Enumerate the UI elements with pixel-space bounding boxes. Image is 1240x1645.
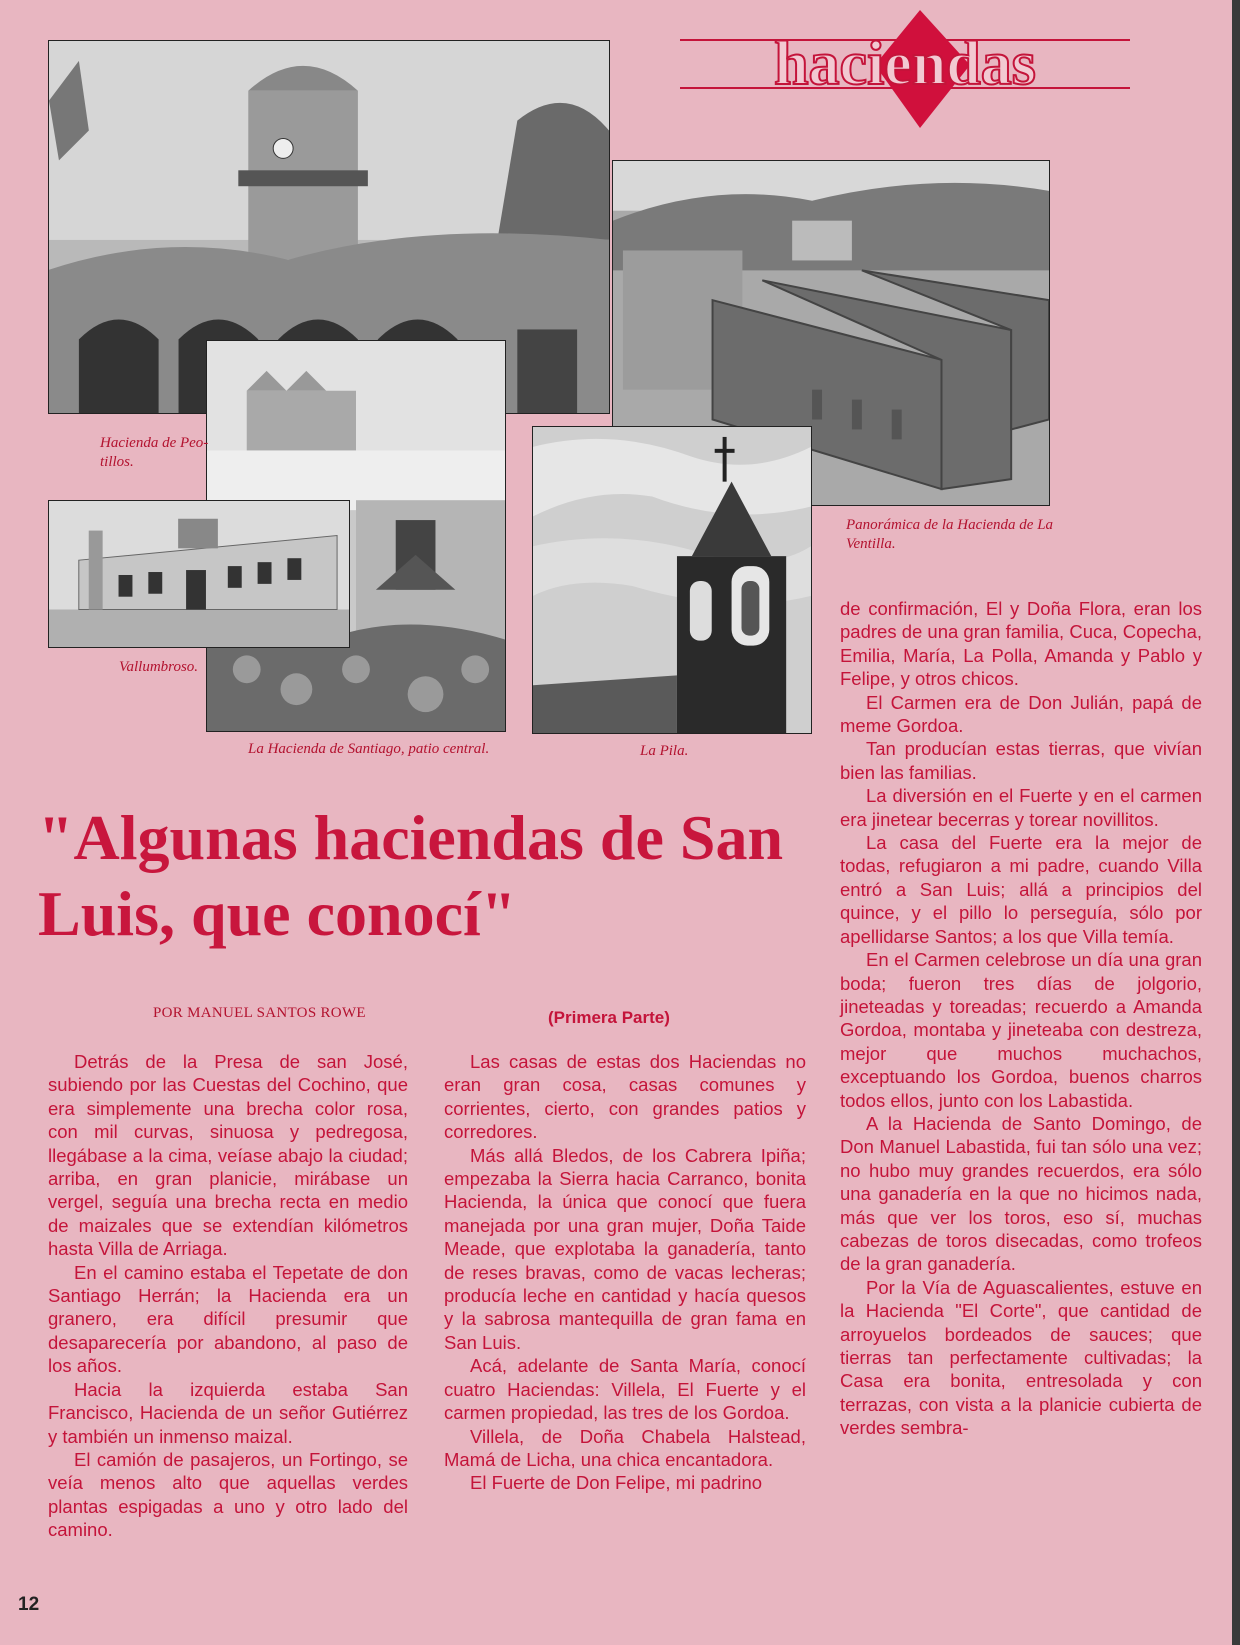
paragraph: Villela, de Doña Chabela Halstead, Mamá de Licha, una chica encantadora. — [444, 1425, 806, 1470]
photo-vallumbroso — [48, 500, 350, 648]
article-title: "Algunas haciendas de San Luis, que conocí" — [38, 802, 784, 949]
paragraph: En el camino estaba el Tepetate de don Santiago Herrán; la Hacienda era un granero, era difícil presumir que desaparecería por abandono, al paso de los años. — [48, 1261, 408, 1377]
caption-la-pila: La Pila. — [640, 743, 689, 759]
section-logo — [680, 10, 1130, 130]
paragraph: En el Carmen celebrose un día una gran boda; fueron tres días de jolgorio, jineteadas y toreadas; recuerdo a Amanda Gordoa, montaba y jineteaba con destreza, mejor que muchos muchachos, exceptuando los Gordoa, buenos charros todos ellos, junto con los Labastida. — [840, 949, 1202, 1111]
section-logo-graphic — [680, 10, 1130, 130]
page-edge — [1232, 0, 1240, 1645]
article-column-1 — [48, 1050, 408, 1542]
paragraph: Acá, adelante de Santa María, conocí cuatro Haciendas: Villela, El Fuerte y el carmen propiedad, las tres de los Gordoa. — [444, 1355, 806, 1424]
article-column-3 — [840, 597, 1202, 1440]
caption-santiago: La Hacienda de Santiago, patio central. — [248, 741, 490, 757]
section-label: haciendas — [774, 30, 1036, 98]
page-number: 12 — [18, 1594, 40, 1615]
caption-peotillos: Hacienda de Peo-tillos. — [100, 435, 209, 470]
paragraph: Tan producían estas tierras, que vivían bien las familias. — [840, 738, 1202, 783]
paragraph: Detrás de la Presa de san José, subiendo por las Cuestas del Cochino, que era simplemente una brecha color rosa, con mil curvas, sinuosa y pedregosa, llegábase a la cima, veíase abajo la ciudad; arriba, en gran planicie, mirábase un vergel, seguía una brecha recta en medio de maizales que se extendían kilómetros hasta Villa de Arriaga. — [48, 1051, 408, 1260]
paragraph: de confirmación, El y Doña Flora, eran los padres de una gran familia, Cuca, Copecha, Emilia, María, La Polla, Amanda y Pablo y Felipe, y otros chicos. — [840, 598, 1202, 690]
caption-vallumbroso: Vallumbroso. — [119, 659, 199, 675]
paragraph: A la Hacienda de Santo Domingo, de Don Manuel Labastida, fui tan sólo una vez; no hubo muy grandes recuerdos, era sólo una ganadería en la que no hicimos nada, más que ver los toros, eso sí, muchas cabezas de toros disecadas, como trofeos de la gran ganadería. — [840, 1112, 1202, 1275]
paragraph: Por la Vía de Aguascalientes, estuve en la Hacienda "El Corte", que cantidad de arroyuelos bordeados de sauces; que tierras tan perfectamente cultivadas; la Casa era bonita, entresolada y con terrazas, con vista a la planicie cubierta de verdes sembra- — [840, 1276, 1202, 1439]
photo-la-pila — [532, 426, 812, 734]
article-column-2 — [444, 1050, 806, 1495]
paragraph: El Carmen era de Don Julián, papá de meme Gordoa. — [840, 691, 1202, 737]
paragraph: La diversión en el Fuerte y en el carmen era jinetear becerras y torear novillitos. — [840, 785, 1202, 830]
article-subtitle: (Primera Parte) — [548, 1008, 670, 1027]
paragraph: El camión de pasajeros, un Fortingo, se veía menos alto que aquellas verdes plantas espigadas a uno y otro lado del camino. — [48, 1448, 408, 1541]
article-byline: POR MANUEL SANTOS ROWE — [153, 1005, 366, 1021]
paragraph: El Fuerte de Don Felipe, mi padrino — [470, 1472, 763, 1494]
paragraph: La casa del Fuerte era la mejor de todas, refugiaron a mi padre, cuando Villa entró a San Luis; allá a principios del quince, y el pillo lo perseguía, sólo por apellidarse Santos; a los que Villa temía. — [840, 832, 1202, 947]
paragraph: Hacia la izquierda estaba San Francisco, Hacienda de un señor Gutiérrez y también un inmenso maizal. — [48, 1378, 408, 1447]
caption-ventilla: Panorámica de la Hacienda de La Ventilla. — [846, 517, 1054, 552]
paragraph: Más allá Bledos, de los Cabrera Ipiña; empezaba la Sierra hacia Carranco, bonita Hacienda, la única que conocí que fuera manejada por una gran mujer, Doña Taide Meade, que explotaba la ganadería, tanto de reses bravas, como de vacas lecheras; producía leche en cantidad y hacía quesos y la sabrosa mantequilla de gran fama en San Luis. — [444, 1144, 806, 1353]
paragraph: Las casas de estas dos Haciendas no eran gran cosa, casas comunes y corrientes, cierto, con grandes patios y corredores. — [444, 1051, 806, 1143]
